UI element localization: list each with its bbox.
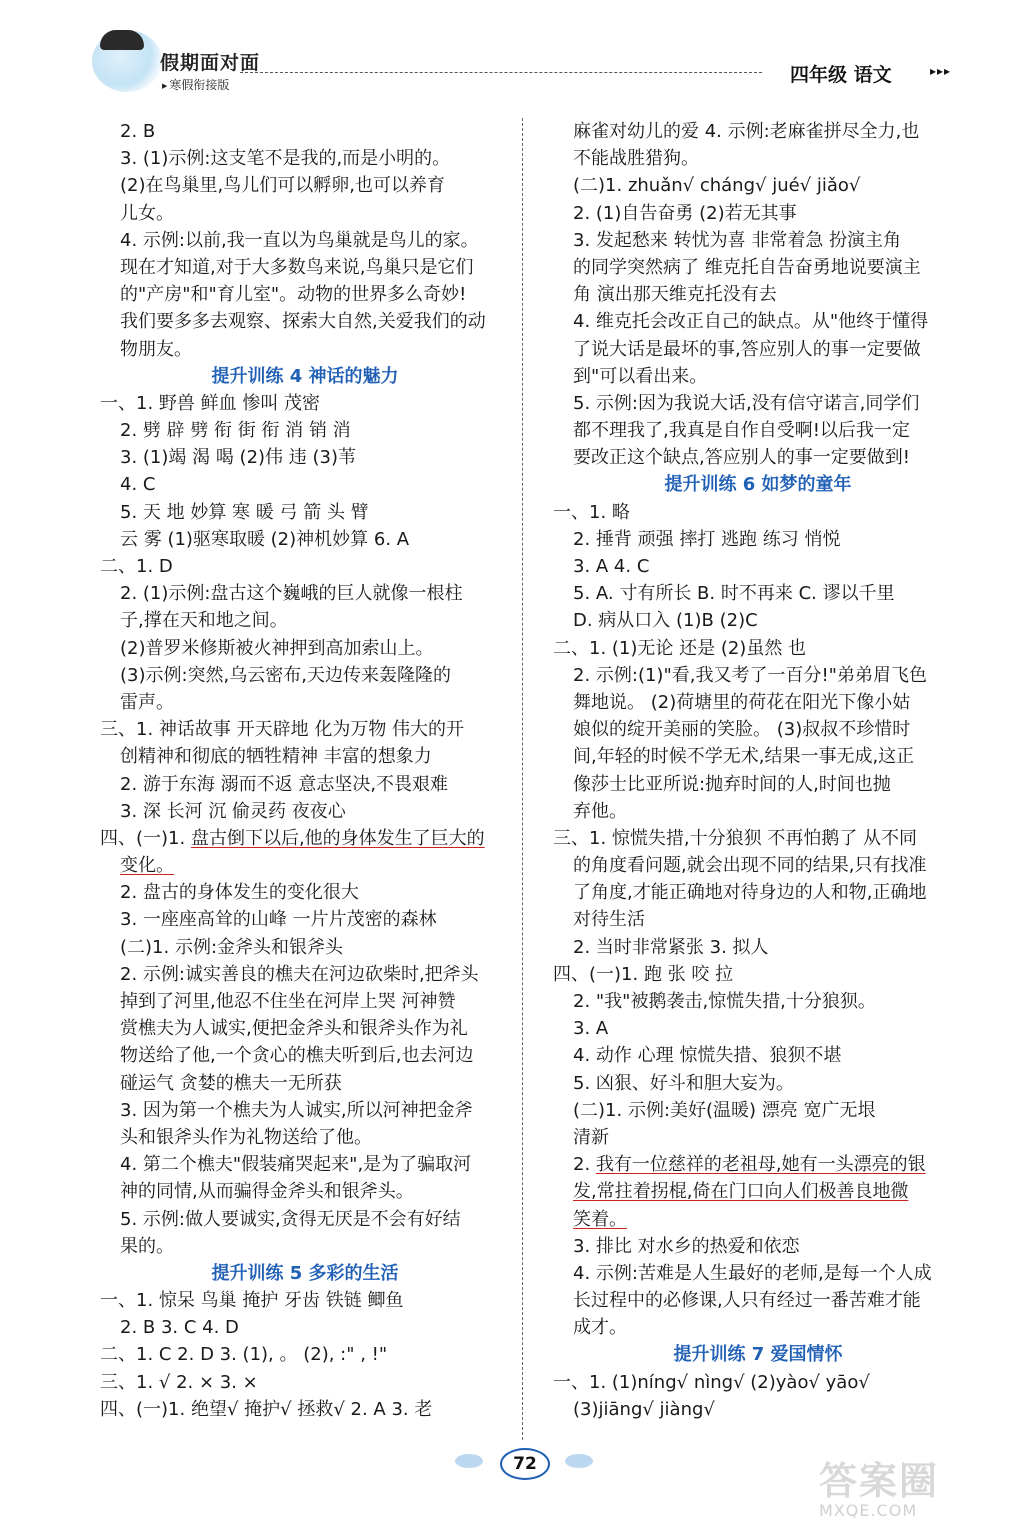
- answer-line: 子,撑在天和地之间。: [120, 610, 288, 632]
- answer-line: 4. 维克托会改正自己的缺点。从"他终于懂得: [573, 311, 929, 333]
- footer-decoration-left: [455, 1454, 483, 1468]
- answer-line: 2. 劈 辟 劈 衔 街 衔 消 销 消: [120, 420, 351, 442]
- section-heading: 提升训练 7 爱国情怀: [673, 1344, 843, 1366]
- answer-line: (二)1. 示例:美好(温暖) 漂亮 宽广无垠: [573, 1099, 876, 1121]
- underlined-answer: 笑着。: [573, 1208, 627, 1230]
- answer-line: [100, 852, 510, 879]
- answer-line: 2. B: [120, 121, 156, 142]
- answer-line: 三、1. 惊慌失措,十分狼狈 不再怕鹅了 从不同: [553, 827, 918, 849]
- answer-line: 4. 示例:以前,我一直以为鸟巢就是鸟儿的家。: [120, 229, 479, 251]
- answer-line: 5. 凶狠、好斗和胆大妄为。: [573, 1072, 794, 1094]
- answer-line: 掉到了河里,他忍不住坐在河岸上哭 河神赞: [120, 991, 456, 1012]
- section-heading: 提升训练 4 神话的魅力: [211, 365, 399, 387]
- answer-line: (3)示例:突然,乌云密布,天边传来轰隆隆的: [120, 664, 452, 686]
- watermark: [819, 1450, 989, 1520]
- answer-line: 四、(一)1. 绝望√ 掩护√ 拯救√ 2. A 3. 老: [100, 1398, 433, 1420]
- answer-line: 2. (1)自告奋勇 (2)若无其事: [573, 202, 797, 224]
- answer-line: 不能战胜猎狗。: [573, 148, 699, 170]
- answer-line: 2. "我"被鹅袭击,惊慌失措,十分狼狈。: [573, 991, 876, 1012]
- answer-line: 的角度看问题,就会出现不同的结果,只有找准: [573, 855, 927, 877]
- answer-line: 麻雀对幼儿的爱 4. 示例:老麻雀拼尽全力,也: [573, 121, 920, 142]
- answer-line: 一、1. (1)níng√ nìng√ (2)yào√ yāo√: [553, 1371, 870, 1393]
- grade-subject: 四年级 语文: [790, 64, 892, 86]
- answer-line: 3. 排比 对水乡的热爱和依恋: [573, 1235, 800, 1257]
- answer-line: [553, 1206, 963, 1233]
- answer-line: 成才。: [573, 1317, 627, 1339]
- answer-line: 3. A 4. C: [573, 556, 650, 577]
- answer-line: 5. A. 寸有所长 B. 时不再来 C. 谬以千里: [573, 583, 895, 605]
- page-header: [0, 0, 1019, 110]
- underlined-answer: 我有一位慈祥的老祖母,她有一头漂亮的银: [595, 1154, 926, 1176]
- answer-line: 云 雾 (1)驱寒取暖 (2)神机妙算 6. A: [120, 528, 410, 550]
- answer-line: 头和银斧头作为礼物送给了他。: [120, 1126, 372, 1148]
- answer-line: D. 病从口入 (1)B (2)C: [573, 610, 758, 632]
- answer-line: 4. C: [120, 474, 156, 496]
- answer-line: 神的同情,从而骗得金斧头和银斧头。: [120, 1181, 414, 1203]
- brand-subtitle: ▶ 寒假衔接版: [162, 76, 229, 93]
- answer-line: 5. 天 地 妙算 寒 暖 弓 箭 头 臂: [120, 501, 369, 523]
- answer-line: 二、1. D: [100, 556, 173, 577]
- answer-line: 创精神和彻底的牺牲精神 丰富的想象力: [120, 746, 432, 768]
- answer-line: 四、(一)1. 盘古倒下以后,他的身体发生了巨大的: [100, 827, 485, 849]
- watermark-url: MXQE.COM: [819, 1501, 918, 1520]
- answer-line: 5. 示例:做人要诚实,贪得无厌是不会有好结: [120, 1208, 461, 1230]
- brand-logo-hair: [100, 30, 144, 50]
- answer-line: 一、1. 略: [553, 501, 630, 523]
- answer-line: 间,年轻的时候不学无术,结果一事无成,这正: [573, 746, 915, 768]
- answer-line: 3. A: [573, 1018, 609, 1040]
- answer-line: 的同学突然病了 维克托自告奋勇地说要演主: [573, 256, 921, 278]
- answer-line: 2. 示例:(1)"看,我又考了一百分!"弟弟眉飞色: [573, 664, 927, 686]
- answer-line: 要改正这个缺点,答应别人的事一定要做到!: [573, 447, 910, 469]
- answer-line: 3. (1)竭 渴 喝 (2)伟 违 (3)苇: [120, 447, 356, 469]
- answer-line: 4. 第二个樵夫"假装痛哭起来",是为了骗取河: [120, 1154, 472, 1176]
- right-column: [553, 118, 963, 1423]
- answer-line: 果的。: [120, 1235, 174, 1257]
- answer-line: 2. 我有一位慈祥的老祖母,她有一头漂亮的银: [573, 1154, 926, 1176]
- answer-line: 了角度,才能正确地对待身边的人和物,正确地: [573, 882, 927, 904]
- column-divider: [522, 118, 523, 1440]
- answer-line: 现在才知道,对于大多数鸟来说,鸟巢只是它们: [120, 256, 474, 278]
- answer-line: 4. 示例:苦难是人生最好的老师,是每一个人成: [573, 1262, 932, 1284]
- answer-line: 我们要多多去观察、探索大自然,关爱我们的动: [120, 311, 486, 333]
- answer-line: 清新: [573, 1126, 609, 1148]
- section-heading: 提升训练 5 多彩的生活: [211, 1262, 399, 1284]
- answer-line: 2. 示例:诚实善良的樵夫在河边砍柴时,把斧头: [120, 963, 479, 985]
- answer-line: (二)1. zhuǎn√ cháng√ jué√ jiǎo√: [573, 175, 861, 197]
- answer-line: 2. 游于东海 溺而不返 意志坚决,不畏艰难: [120, 773, 449, 795]
- answer-line: 5. 示例:因为我说大话,没有信守诺言,同学们: [573, 392, 920, 414]
- answer-line: 弃他。: [573, 800, 627, 822]
- answer-line: (3)jiāng√ jiàng√: [573, 1398, 715, 1420]
- answer-line: 三、1. √ 2. × 3. ×: [100, 1371, 258, 1393]
- answer-line: 三、1. 神话故事 开天辟地 化为万物 伟大的开: [100, 719, 465, 741]
- answer-line: 四、(一)1. 跑 张 咬 拉: [553, 963, 734, 985]
- answer-line: 一、1. 野兽 鲜血 惨叫 茂密: [100, 392, 321, 414]
- answer-line: 赏樵夫为人诚实,便把金斧头和银斧头作为礼: [120, 1018, 468, 1040]
- answer-line: 娘似的绽开美丽的笑脸。 (3)叔叔不珍惜时: [573, 719, 911, 741]
- answer-line: 2. B 3. C 4. D: [120, 1317, 239, 1339]
- answer-line: 4. 动作 心理 惊慌失措、狼狈不堪: [573, 1045, 842, 1067]
- answer-line: 2. 盘古的身体发生的变化很大: [120, 882, 359, 904]
- answer-line: 2. 当时非常紧张 3. 拟人: [573, 936, 769, 958]
- answer-line: 碰运气 贪婪的樵夫一无所获: [120, 1072, 342, 1094]
- section-heading: 提升训练 6 如梦的童年: [664, 474, 852, 496]
- answer-line: 2. 捶背 顽强 摔打 逃跑 练习 悄悦: [573, 528, 841, 550]
- answer-line: 3. 因为第一个樵夫为人诚实,所以河神把金斧: [120, 1099, 473, 1121]
- answer-line: 一、1. 惊呆 鸟巢 掩护 牙齿 铁链 鲫鱼: [100, 1290, 404, 1312]
- answer-line: 像莎士比亚所说:抛弃时间的人,时间也抛: [573, 773, 891, 795]
- footer-decoration-right: [565, 1454, 593, 1468]
- answer-line: 都不理我了,我真是自作自受啊!以后我一定: [573, 420, 910, 442]
- watermark-logo: 答案圈: [819, 1459, 940, 1503]
- answer-line: 2. (1)示例:盘古这个巍峨的巨人就像一根柱: [120, 583, 463, 605]
- answer-line: (二)1. 示例:金斧头和银斧头: [120, 936, 344, 958]
- answer-line: 儿女。: [120, 202, 174, 224]
- answer-line: 角 演出那天维克托没有去: [573, 284, 777, 306]
- answer-line: 物送给了他,一个贪心的樵夫听到后,也去河边: [120, 1045, 474, 1067]
- answer-line: 3. 一座座高耸的山峰 一片片茂密的森林: [120, 909, 437, 931]
- answer-line: 舞地说。 (2)荷塘里的荷花在阳光下像小姑: [573, 691, 911, 713]
- answer-line: 了说大话是最坏的事,答应别人的事一定要做: [573, 338, 921, 360]
- header-dashed-line: [240, 72, 762, 73]
- answer-line: 3. (1)示例:这支笔不是我的,而是小明的。: [120, 148, 451, 170]
- left-column: [100, 118, 510, 1423]
- answer-line: 物朋友。: [120, 338, 192, 360]
- answer-line: (2)普罗米修斯被火神押到高加索山上。: [120, 637, 434, 659]
- answer-line: 二、1. (1)无论 还是 (2)虽然 也: [553, 637, 807, 659]
- answer-line: 3. 发起愁来 转忧为喜 非常着急 扮演主角: [573, 229, 902, 251]
- answer-line: 雷声。: [120, 691, 174, 713]
- underlined-answer: 变化。: [120, 855, 174, 877]
- brand-title: 假期面对面: [160, 52, 261, 74]
- underlined-answer: 发,常拄着拐棍,倚在门口向人们极善良地微: [573, 1181, 909, 1203]
- answer-line: (2)在鸟巢里,鸟儿们可以孵卵,也可以养育: [120, 175, 445, 197]
- underlined-answer: 盘古倒下以后,他的身体发生了巨大的: [190, 827, 485, 849]
- answer-line: 的"产房"和"育儿室"。动物的世界多么奇妙!: [120, 284, 467, 306]
- page-number: 72: [500, 1448, 550, 1480]
- answer-line: 3. 深 长河 沉 偷灵药 夜夜心: [120, 800, 346, 822]
- answer-line: 二、1. C 2. D 3. (1), 。 (2), :" , !": [100, 1344, 388, 1366]
- answer-line: [553, 1178, 963, 1205]
- answer-line: 到"可以看出来。: [573, 365, 708, 387]
- arrows-icon: ▸▸▸: [930, 64, 952, 78]
- answer-line: 对待生活: [573, 909, 645, 931]
- answer-line: 长过程中的必修课,人只有经过一番苦难才能: [573, 1290, 921, 1312]
